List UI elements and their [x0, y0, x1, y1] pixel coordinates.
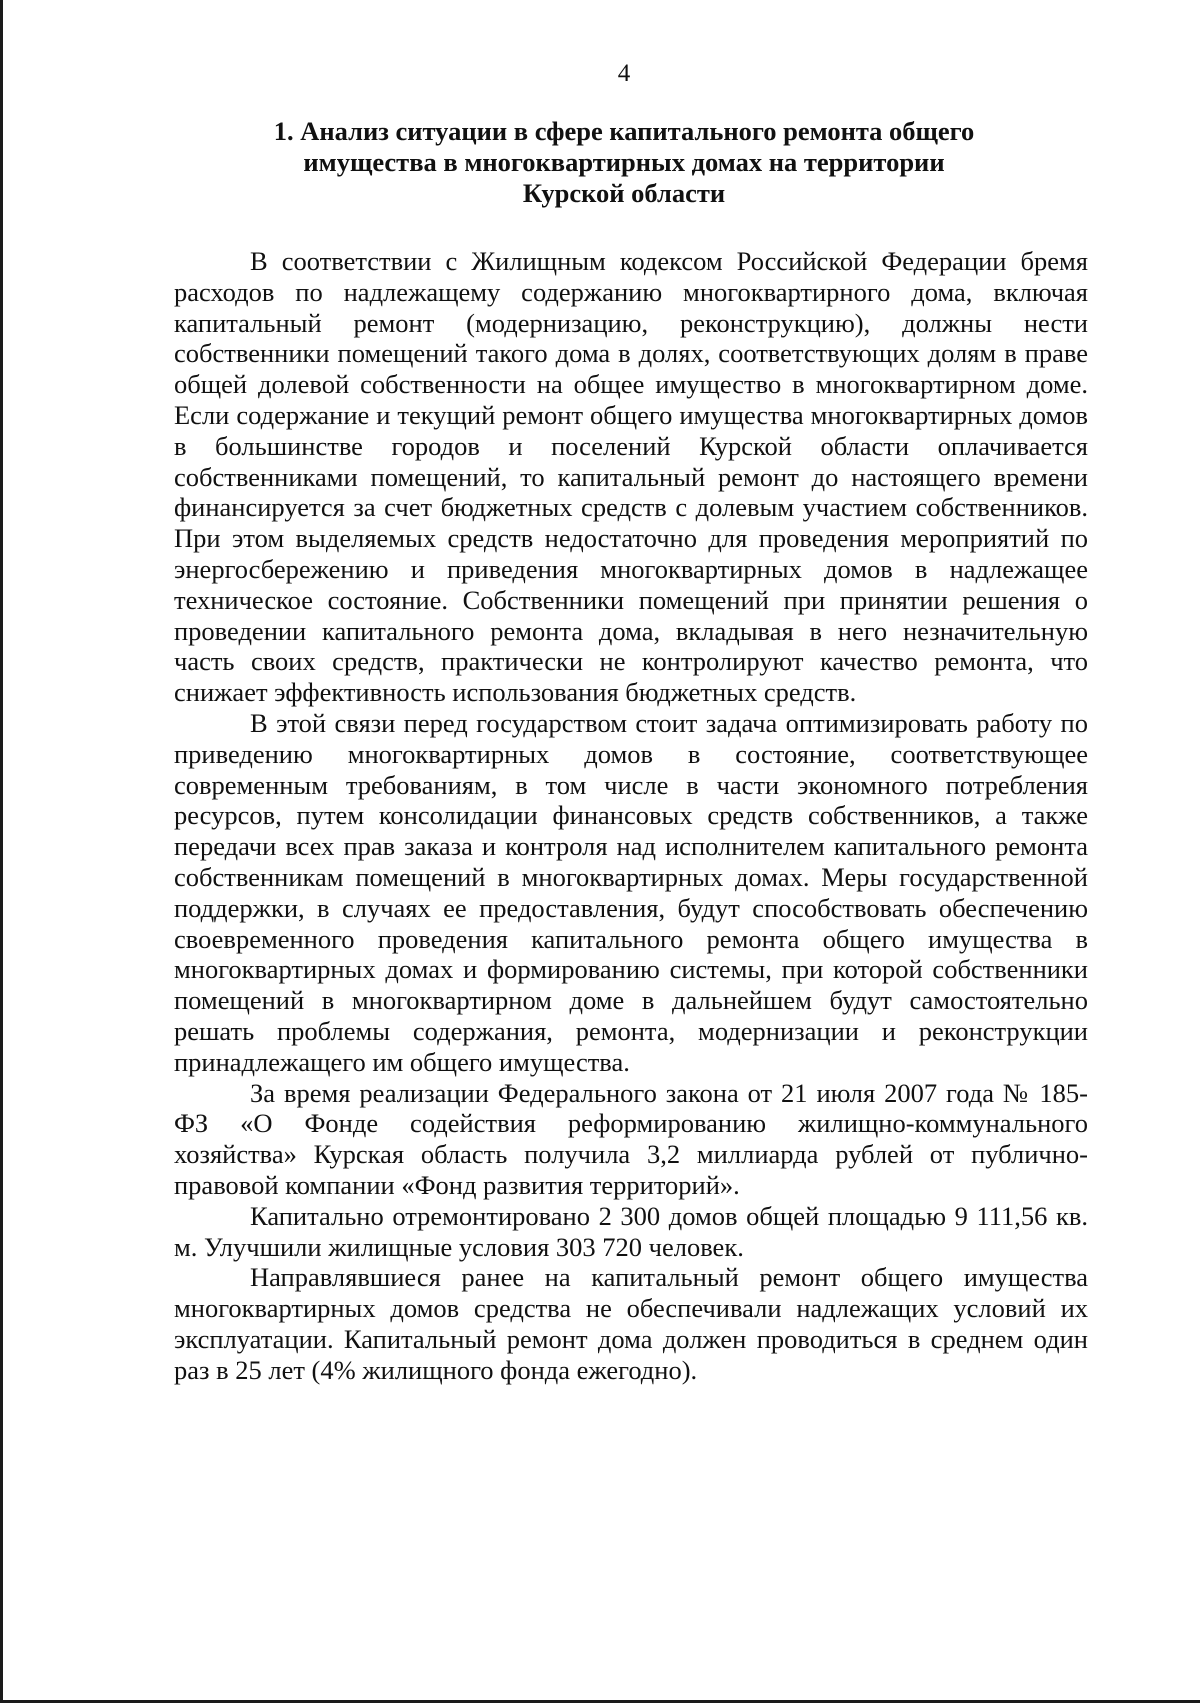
paragraph-4: Капитально отремонтировано 2 300 домов общей площадью 9 111,56 кв. м. Улучшили жилищные условия 303 720 человек. [174, 1200, 1088, 1262]
section-heading-line-2: имущества в многоквартирных домах на территории [303, 147, 945, 177]
paragraph-2: В этой связи перед государством стоит задача оптимизировать работу по приведению многоквартирных домов в состояние, соответствующее современным требованиям, в том числе в части экономного потребления ресурсов, путем консолидации финансовых средств собственников, а также передачи всех прав заказа и контроля над исполнителем капитального ремонта собственникам помещений в многоквартирных домах. Меры государственной поддержки, в случаях ее предоставления, будут способствовать обеспечению своевременного проведения капитального ремонта общего имущества в многоквартирных домах и формированию системы, при которой собственники помещений в многоквартирном доме в дальнейшем будут самостоятельно решать проблемы содержания, ремонта, модернизации и реконструкции принадлежащего им общего имущества. [174, 707, 1088, 1077]
paragraph-3: За время реализации Федерального закона от 21 июля 2007 года № 185-ФЗ «О Фонде содействия реформированию жилищно-коммунального хозяйства» Курская область получила 3,2 миллиарда рублей от публично-правовой компании «Фонд развития территорий». [174, 1077, 1088, 1200]
paragraph-5: Направлявшиеся ранее на капитальный ремонт общего имущества многоквартирных домов средства не обеспечивали надлежащих условий их эксплуатации. Капитальный ремонт дома должен проводиться в среднем один раз в 25 лет (4% жилищного фонда ежегодно). [174, 1262, 1088, 1385]
page-number: 4 [617, 60, 631, 87]
section-heading-line-3: Курской области [522, 178, 726, 208]
section-heading-line-1: 1. Анализ ситуации в сфере капитального ремонта общего [273, 116, 975, 146]
section-heading [230, 116, 1018, 209]
scan-edge-left [0, 0, 3, 1703]
body-text [174, 246, 1088, 1385]
paragraph-1: В соответствии с Жилищным кодексом Российской Федерации бремя расходов по надлежащему содержанию многоквартирного дома, включая капитальный ремонт (модернизацию, реконструкцию), должны нести собственники помещений такого дома в долях, соответствующих долям в праве общей долевой собственности на общее имущество в многоквартирном доме. Если содержание и текущий ремонт общего имущества многоквартирных домов в большинстве городов и поселений Курской области оплачивается собственниками помещений, то капитальный ремонт до настоящего времени финансируется за счет бюджетных средств с долевым участием собственников. При этом выделяемых средств недостаточно для проведения мероприятий по энергосбережению и приведения многоквартирных домов в надлежащее техническое состояние. Собственники помещений при принятии решения о проведении капитального ремонта дома, вкладывая в него незначительную часть своих средств, практически не контролируют качество ремонта, что снижает эффективность использования бюджетных средств. [174, 246, 1088, 708]
